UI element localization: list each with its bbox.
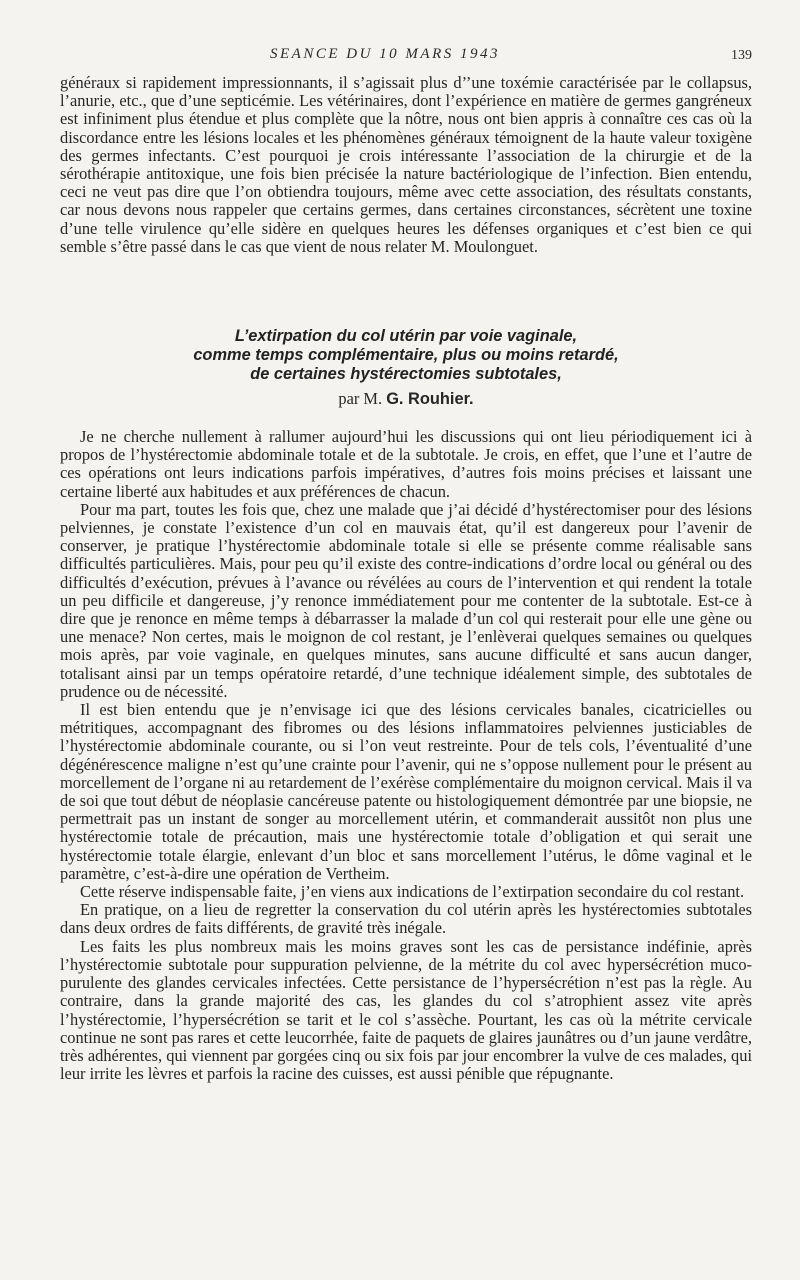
body-paragraph-2: Pour ma part, toutes les fois que, chez une malade que j’ai décidé d’hystérectomiser pour des lésions pelviennes, je constate l’existence d’un col en mauvais état, qu’il est dangereux pour l’avenir de conserver, je pratique l’hystérectomie abdominale totale si elle se présente comme réalisable sans difficultés particulières. Mais, pour peu qu’il existe des contre-indications d’ordre local ou général ou des difficultés d’exécution, prévues à l’avance ou révélées au cours de l’intervention et qui rendent la totale un peu difficile et dangereuse, j’y renonce immédiatement pour me contenter de la subtotale. Est-ce à dire que je renonce en même temps à débarrasser la malade d’un col qui resterait pour elle une gène ou une menace? Non certes, mais le moignon de col restant, je l’enlèverai quelques semaines ou quelques mois après, par voie vaginale, en quelques minutes, sans aucune difficulté et sans aucun danger, totalisant ainsi par un temps opératoire retardé, d’une technique idéalement simple, des subtotales de prudence ou de nécessité. [60, 499, 752, 701]
byline-prefix: par M. [338, 389, 383, 408]
article-title-line-2: comme temps complémentaire, plus ou moins retardé, [193, 346, 619, 364]
page-number: 139 [731, 48, 752, 63]
intro-text [60, 74, 752, 256]
body-paragraph-1: Je ne cherche nullement à rallumer aujourd’hui les discussions qui ont lieu périodiquement ici à propos de l’hystérectomie abdominale totale et de la subtotale. Je crois, en effet, que l’une et l’autre de ces opérations ont leurs indications parfois impératives, d’autres fois moins précises et laissant une certaine liberté aux habitudes et aux préférences de chacun. [60, 427, 752, 501]
body-paragraph-6: Les faits les plus nombreux mais les moins graves sont les cas de persistance indéfinie, après l’hystérectomie subtotale pour suppuration pelvienne, de la métrite du col avec hypersécrétion muco-purulente des glandes cervicales infectées. Cette persistance de l’hypersécrétion n’est pas la règle. Au contraire, dans la grande majorité des cas, les glandes du col s’atrophient assez vite après l’hystérectomie, l’hypersécrétion se tarit et le col s’assèche. Pourtant, les cas où la métrite cervicale continue ne sont pas rares et cette leucorrhée, faite de paquets de glaires jaunâtres ou d’un jaune verdâtre, très adhérentes, qui viennent par gorgées cinq ou six fois par jour encombrer la vulve de ces malades, qui leur irrite les lèvres et parfois la racine des cuisses, est aussi pénible que répugnante. [60, 936, 752, 1084]
byline-author: G. Rouhier. [386, 390, 474, 408]
article-title-line-1: L’extirpation du col utérin par voie vaginale, [234, 327, 578, 345]
article-body [60, 428, 752, 1083]
byline [60, 389, 752, 409]
body-paragraph-4: Cette réserve indispensable faite, j’en viens aux indications de l’extirpation secondaire du col restant. [80, 882, 745, 902]
article-title-line-3: de certaines hystérectomies subtotales, [250, 365, 562, 383]
body-paragraph-3: Il est bien entendu que je n’envisage ici que des lésions cervicales banales, cicatricielles ou métritiques, accompagnant des fibromes ou des lésions inflammatoires pelviennes justiciables de l’hystérectomie abdominale courante, ou si l’on veut restreinte. Pour de tels cols, l’éventualité d’une dégénérescence maligne n’est qu’une crainte pour l’avenir, qui ne s’oppose nullement pour le présent au morcellement de l’organe ni au retardement de l’exérèse complémentaire du moignon cervical. Mais il va de soi que tout début de néoplasie cancéreuse patente ou histologiquement démontrée par une biopsie, ne permettrait pas un instant de songer au morcellement utérin, et commanderait aussitôt non plus une hystérectomie totale de précaution, mais une hystérectomie totale d’obligation et qui serait une hystérectomie totale élargie, enlevant d’un bloc et sans morcellement l’utérus, le dôme vaginal et le paramètre, c’est-à-dire une opération de Vertheim. [60, 700, 752, 883]
article-title [60, 327, 752, 384]
body-paragraph-5: En pratique, on a lieu de regretter la conservation du col utérin après les hystérectomies subtotales dans deux ordres de faits différents, de gravité très inégale. [60, 900, 752, 938]
running-head [0, 46, 800, 66]
intro-paragraph: généraux si rapidement impressionnants, il s’agissait plus d’’une toxémie caractérisée par le collapsus, l’anurie, etc., que d’une septicémie. Les vétérinaires, dont l’expérience en matière de germes gangréneux est infiniment plus étendue et plus complète que la nôtre, nous ont bien appris à connaître ces cas où la discordance entre les lésions locales et les phénomènes généraux témoignent de la haute valeur toxigène des germes infectants. C’est pourquoi je crois intéressante l’association de la chirurgie et de la sérothérapie antitoxique, une fois bien précisée la nature bactériologique de l’infection. Bien entendu, ceci ne veut pas dire que l’on obtiendra toujours, même avec cette association, des résultats constants, car nous devons nous rappeler que certains germes, dans certaines circonstances, sécrètent une toxine d’une telle virulence qu’elle sidère en quelques heures les défenses organiques et c’est bien ce qui semble s’être passé dans le cas que vient de nous relater M. Moulonguet. [60, 73, 752, 256]
running-title: SEANCE DU 10 MARS 1943 [270, 46, 500, 62]
